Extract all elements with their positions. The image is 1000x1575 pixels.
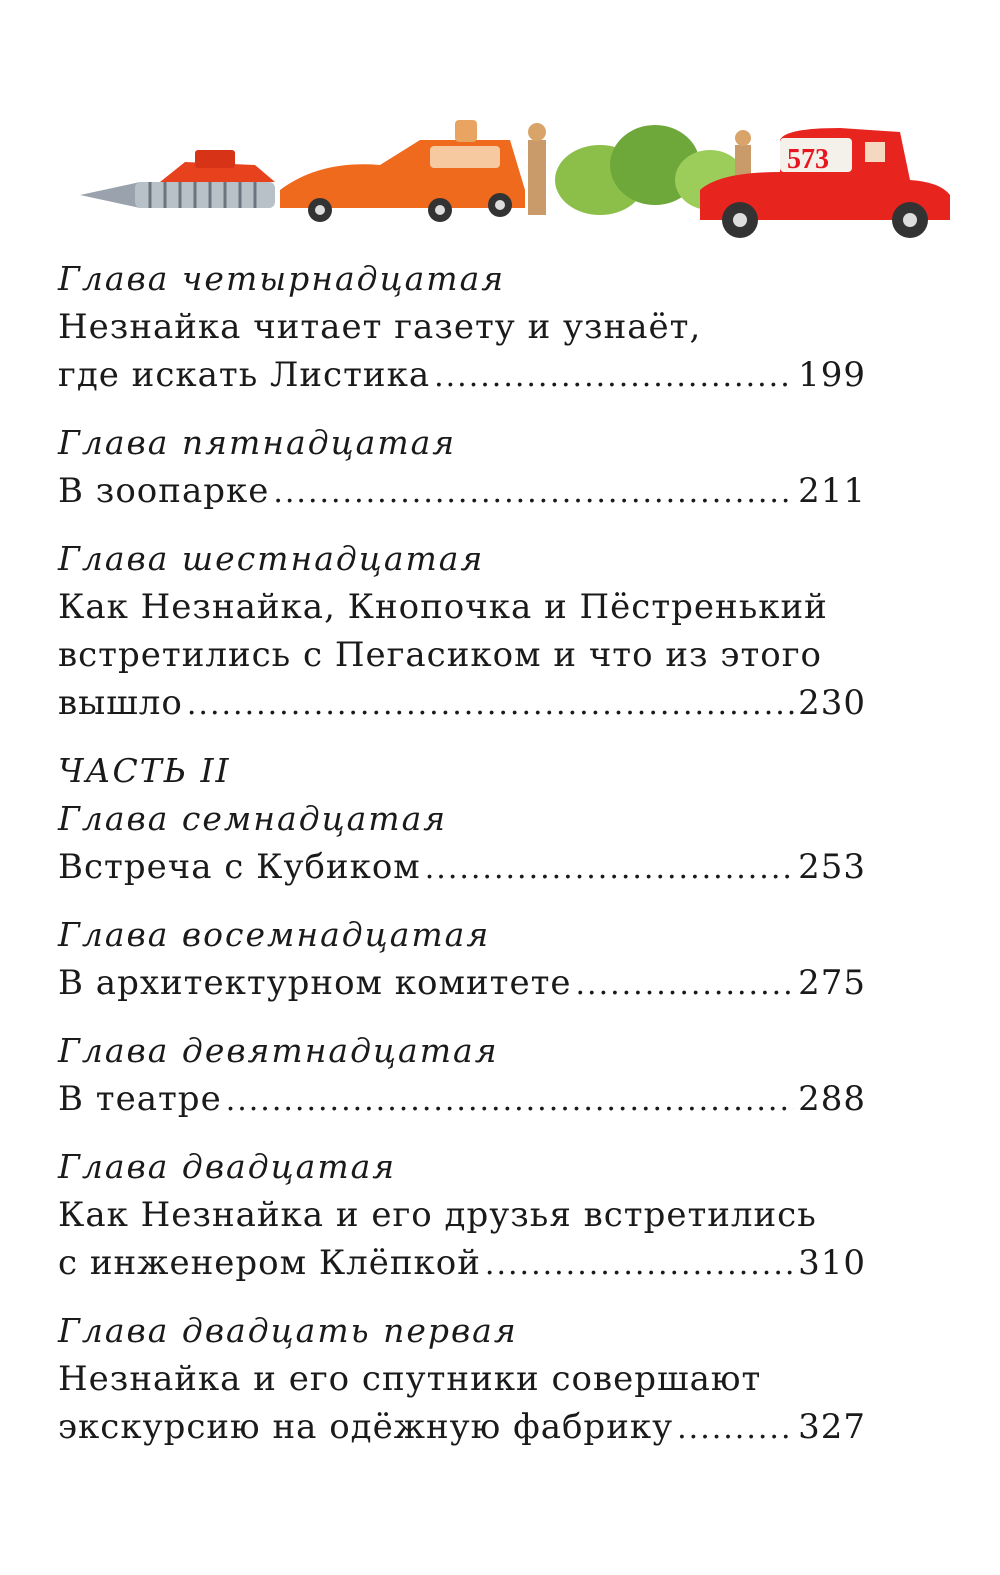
- table-of-contents: [58, 255, 866, 1471]
- page-reference: 199: [798, 355, 866, 395]
- toc-entry: [58, 911, 866, 1009]
- chapter-title: Глава девятнадцатая: [58, 1031, 499, 1070]
- toc-entry: [58, 255, 866, 401]
- red-car-illustration: [700, 128, 950, 238]
- chapter-title-line: Как Незнайка, Кнопочка и Пёстренький: [58, 587, 828, 627]
- chapter-title-line: В театре: [58, 1079, 222, 1119]
- chapter-title-line: встретились с Пегасиком и что из этого: [58, 635, 823, 675]
- chapter-title: Глава семнадцатая: [58, 799, 448, 838]
- toc-part-heading: [58, 747, 866, 795]
- chapter-title: Глава четырнадцатая: [58, 259, 506, 298]
- dot-leader: [677, 1405, 794, 1453]
- toc-entry: [58, 1143, 866, 1289]
- chapter-title: Глава двадцать первая: [58, 1311, 518, 1350]
- toc-line-with-page[interactable]: [58, 959, 866, 1009]
- chapter-title: Глава двадцатая: [58, 1147, 397, 1186]
- dot-leader: [425, 845, 794, 893]
- header-illustration: [80, 110, 960, 250]
- page-reference: 288: [798, 1079, 866, 1119]
- toc-entry: [58, 795, 866, 893]
- chapter-title-line: Встреча с Кубиком: [58, 847, 421, 887]
- dot-leader: [226, 1077, 794, 1125]
- chapter-title-line: В зоопарке: [58, 471, 270, 511]
- page-number: 573: [787, 144, 829, 175]
- toc-line-with-page[interactable]: [58, 1239, 866, 1289]
- chapter-title: Глава шестнадцатая: [58, 539, 485, 578]
- orange-car-illustration: [280, 120, 525, 222]
- chapter-title-line: экскурсию на одёжную фабрику: [58, 1407, 674, 1447]
- dot-leader: [434, 353, 794, 401]
- chapter-title-line: Незнайка читает газету и узнаёт,: [58, 307, 702, 347]
- toc-entry: [58, 1307, 866, 1453]
- chapter-title: Глава пятнадцатая: [58, 423, 457, 462]
- page-reference: 211: [798, 471, 866, 511]
- part-title: ЧАСТЬ II: [58, 751, 231, 790]
- chapter-title-line: с инженером Клёпкой: [58, 1243, 481, 1283]
- page-reference: 230: [798, 683, 866, 723]
- page-reference: 253: [798, 847, 866, 887]
- chapter-title-line: вышло: [58, 683, 183, 723]
- toc-entry: [58, 1027, 866, 1125]
- chapter-title-line: Как Незнайка и его друзья встретились: [58, 1195, 817, 1235]
- toc-line-with-page[interactable]: [58, 679, 866, 729]
- toc-line-with-page[interactable]: [58, 843, 866, 893]
- toc-entry: [58, 535, 866, 729]
- chapter-title-line: где искать Листика: [58, 355, 431, 395]
- toc-line-with-page[interactable]: [58, 1075, 866, 1125]
- dot-leader: [485, 1241, 794, 1289]
- drill-car-illustration: [80, 150, 275, 208]
- toc-line-with-page[interactable]: [58, 1403, 866, 1453]
- toc-line-with-page[interactable]: [58, 467, 866, 517]
- dot-leader: [273, 469, 794, 517]
- chapter-title: Глава восемнадцатая: [58, 915, 491, 954]
- dot-leader: [576, 961, 795, 1009]
- dot-leader: [187, 681, 794, 729]
- chapter-title-line: В архитектурном комитете: [58, 963, 572, 1003]
- toc-entry: [58, 419, 866, 517]
- toc-line-with-page[interactable]: [58, 351, 866, 401]
- page-reference: 310: [798, 1243, 866, 1283]
- chapter-title-line: Незнайка и его спутники совершают: [58, 1359, 762, 1399]
- page-reference: 275: [798, 963, 866, 1003]
- page-reference: 327: [798, 1407, 866, 1447]
